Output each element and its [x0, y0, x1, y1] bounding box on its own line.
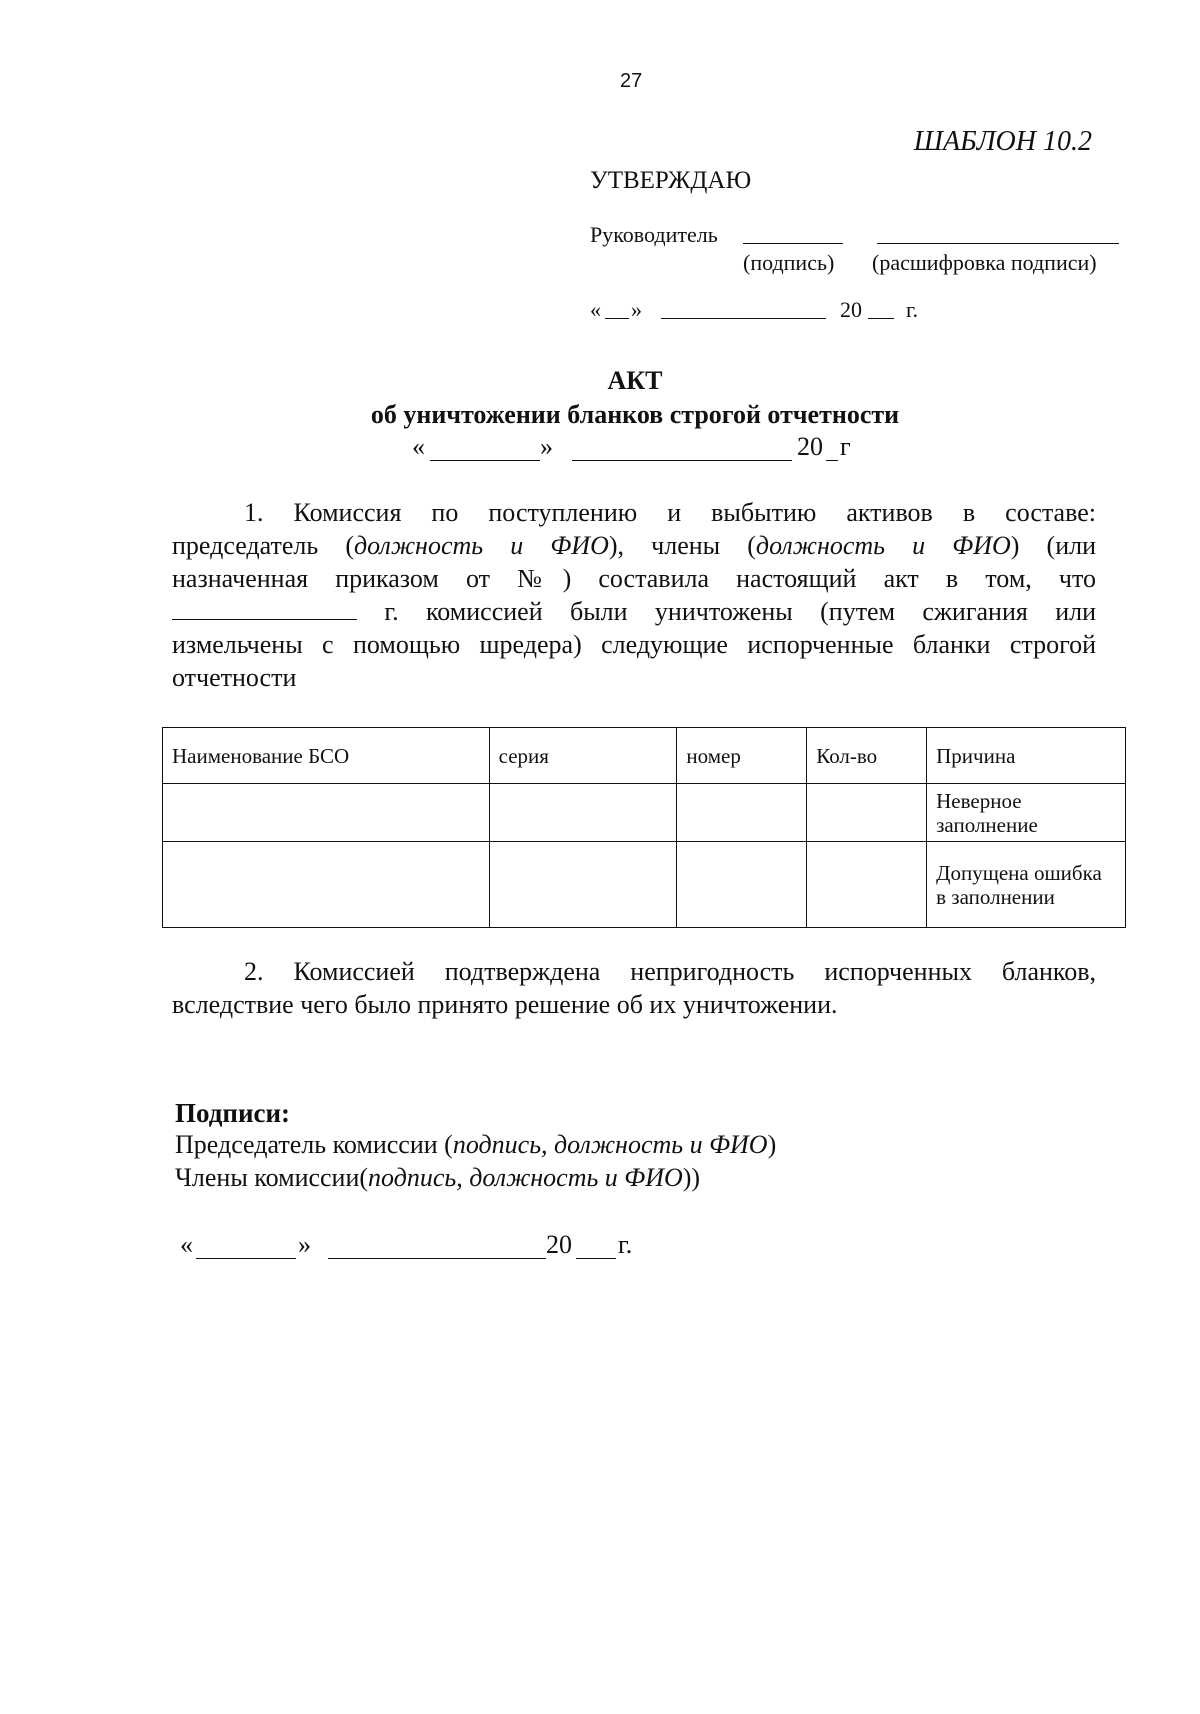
table-cell[interactable] — [677, 842, 807, 928]
act-date-close-quote: » — [540, 432, 553, 461]
approval-date-close-quote: » — [631, 297, 642, 322]
paragraph-2-line-1: 2. Комиссией подтверждена непригодность испорченных бланков, — [244, 957, 1096, 986]
act-date-suffix: г — [840, 432, 851, 461]
table-cell[interactable] — [677, 784, 807, 842]
approval-year-prefix: 20 — [840, 297, 862, 322]
act-date-year: 20 — [797, 432, 823, 461]
paragraph-1-line-6: отчетности — [172, 663, 297, 692]
signature-caption: (подпись) — [743, 250, 835, 275]
decoding-caption: (расшифровка подписи) — [872, 250, 1097, 275]
text: Председатель комиссии ( — [175, 1130, 453, 1159]
table-header-cell: Кол-во — [807, 728, 927, 784]
paragraph-1-line-4 — [172, 595, 1096, 628]
text: ) (или — [1010, 531, 1096, 560]
italic-text: должность и ФИО — [354, 531, 609, 560]
table-cell[interactable] — [807, 842, 927, 928]
text: )) — [682, 1163, 701, 1192]
approval-year-blank[interactable] — [868, 318, 894, 319]
paragraph-2-line-2: вследствие чего было принято решение об их уничтожении. — [172, 990, 838, 1019]
paragraph-1-line-1: 1. Комиссия по поступлению и выбытию активов в составе: — [244, 498, 1096, 527]
paragraph-1-line-3: назначенная приказом от №) составила настоящий акт в том, что — [172, 564, 1096, 593]
sign-month-blank[interactable] — [328, 1258, 546, 1259]
page-number: 27 — [620, 70, 643, 92]
text: председатель ( — [172, 531, 355, 560]
chair-signature-line — [175, 1130, 776, 1160]
paragraph-1 — [172, 496, 1096, 694]
destruction-date-blank[interactable] — [172, 597, 357, 620]
approval-heading: УТВЕРЖДАЮ — [590, 167, 752, 194]
sign-date-close-quote: » — [298, 1230, 311, 1259]
signature-decoding-blank[interactable] — [877, 243, 1119, 244]
members-signature-line — [175, 1163, 700, 1193]
act-date-open-quote: « — [412, 432, 425, 461]
signatures-heading: Подписи: — [175, 1098, 291, 1128]
template-label: ШАБЛОН 10.2 — [913, 126, 1092, 157]
italic-text: подпись, должность и ФИО — [452, 1130, 768, 1159]
paragraph-1-line-2 — [172, 529, 1096, 562]
sign-date-suffix: г. — [618, 1230, 633, 1259]
act-month-blank[interactable] — [572, 460, 792, 461]
approval-date-suffix: г. — [906, 297, 919, 322]
act-title: АКТ — [607, 366, 663, 395]
paragraph-1-line-5: измельчены с помощью шредера) следующие испорченные бланки строгой — [172, 630, 1096, 659]
sign-date-year: 20 — [546, 1230, 572, 1259]
sign-day-blank[interactable] — [196, 1258, 296, 1259]
text: г. комиссией были уничтожены (путем сжигания или — [384, 597, 1096, 626]
table-row — [163, 842, 1126, 928]
table-cell[interactable] — [163, 784, 490, 842]
bso-table — [162, 727, 1126, 928]
approval-day-blank[interactable] — [605, 318, 629, 319]
act-subtitle: об уничтожении бланков строгой отчетности — [370, 400, 900, 429]
act-day-blank[interactable] — [430, 460, 540, 461]
paragraph-2 — [172, 955, 1096, 1021]
text: Члены комиссии( — [175, 1163, 369, 1192]
table-header-cell: номер — [677, 728, 807, 784]
table-cell[interactable] — [807, 784, 927, 842]
italic-text: подпись, должность и ФИО — [368, 1163, 683, 1192]
sign-year-blank[interactable] — [576, 1258, 616, 1259]
table-row — [163, 784, 1126, 842]
table-header-cell: Причина — [927, 728, 1126, 784]
approval-date-open-quote: « — [590, 297, 601, 322]
table-cell[interactable] — [163, 842, 490, 928]
table-header-cell: Наименование БСО — [163, 728, 490, 784]
signature-blank[interactable] — [743, 243, 843, 244]
text: ), члены ( — [608, 531, 756, 560]
text: ) — [767, 1130, 777, 1159]
table-cell: Допущена ошибка в заполнении — [927, 842, 1126, 928]
table-cell[interactable] — [489, 784, 677, 842]
approval-role: Руководитель — [590, 222, 718, 247]
sign-date-open-quote: « — [180, 1230, 193, 1259]
table-header-row — [163, 728, 1126, 784]
italic-text: должность и ФИО — [755, 531, 1011, 560]
approval-month-blank[interactable] — [661, 318, 826, 319]
act-year-blank[interactable] — [826, 460, 838, 461]
table-header-cell: серия — [489, 728, 677, 784]
table-cell: Неверное заполнение — [927, 784, 1126, 842]
table-cell[interactable] — [489, 842, 677, 928]
